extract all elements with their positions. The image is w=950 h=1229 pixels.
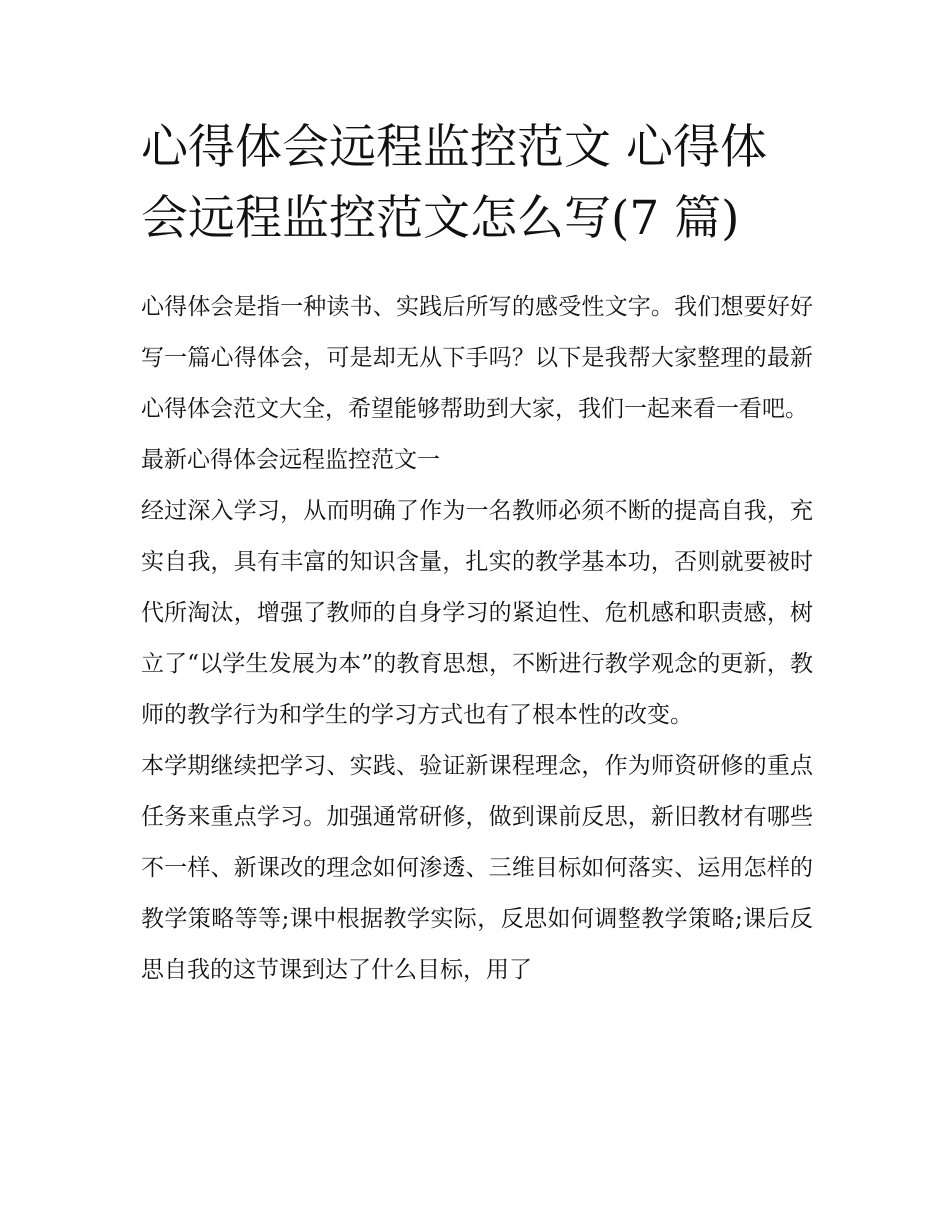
body-paragraph-1: 经过深入学习，从而明确了作为一名教师必须不断的提高自我，充实自我，具有丰富的知识含量，扎实的教学基本功，否则就要被时代所淘汰，增强了教师的自身学习的紧迫性、危机感和职责感，树立了“以学生发展为本”的教育思想，不断进行教学观念的更新，教师的教学行为和学生的学习方式也有了根本性的改变。 bbox=[141, 498, 813, 728]
section-heading: 最新心得体会远程监控范文一 bbox=[141, 447, 440, 473]
body-paragraph-2: 本学期继续把学习、实践、验证新课程理念，作为师资研修的重点任务来重点学习。加强通常研修，做到课前反思，新旧教材有哪些不一样、新课改的理念如何渗透、三维目标如何落实、运用怎样的教学策略等等;课中根据教学实际，反思如何调整教学策略;课后反思自我的这节课到达了什么目标，用了 bbox=[141, 753, 813, 983]
document-body bbox=[141, 112, 813, 996]
document-title: 心得体会远程监控范文 心得体会远程监控范文怎么写(7 篇) bbox=[141, 120, 767, 246]
intro-paragraph: 心得体会是指一种读书、实践后所写的感受性文字。我们想要好好写一篇心得体会，可是却无从下手吗？以下是我帮大家整理的最新心得体会范文大全，希望能够帮助到大家，我们一起来看一看吧。 bbox=[141, 294, 813, 422]
